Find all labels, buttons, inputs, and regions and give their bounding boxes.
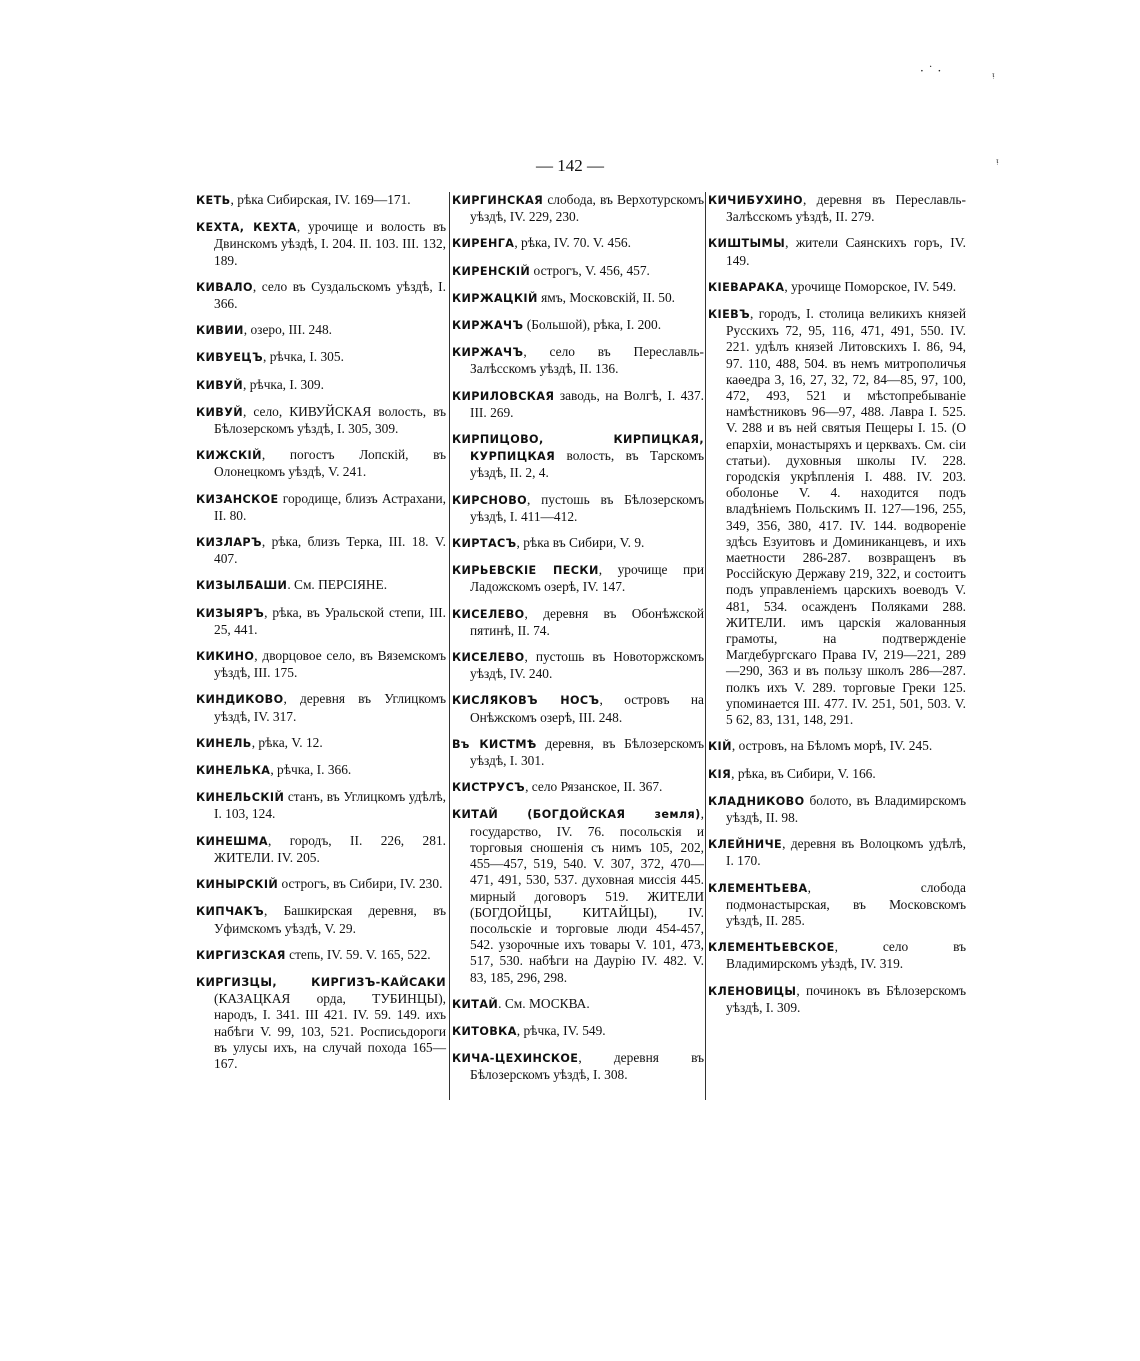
entry-text: , пустошь въ Бѣлозерскомъ уѣздѣ, I. 411—412. (470, 491, 704, 524)
entry-text: острогъ, въ Сибири, IV. 230. (278, 876, 443, 892)
entry-headword: КИСЛЯКОВЪ НОСЪ (452, 694, 600, 708)
entry-text: , рѣка, въ Уральской степи, III. 25, 441. (214, 604, 446, 637)
page-number: — 142 — (536, 156, 604, 175)
entry-headword: КИТАЙ (452, 997, 499, 1011)
index-entry (452, 492, 704, 525)
index-entry (196, 377, 446, 394)
index-entry (452, 606, 704, 639)
entry-headword: КЛЕМЕНТЬЕВСКОЕ (708, 941, 835, 955)
entry-text: , рѣка въ Сибири, V. 9. (516, 535, 645, 551)
entry-text: , островъ на Онѣжскомъ озерѣ, III. 248. (470, 692, 704, 725)
entry-text: . См. МОСКВА. (498, 995, 590, 1011)
entry-headword: КИЧА-ЦЕХИНСКОЕ (452, 1052, 579, 1066)
entry-headword: КІЯ (708, 767, 732, 781)
index-entry (708, 235, 966, 268)
entry-headword: КИЗЛАРЪ (196, 536, 262, 550)
entry-headword: КИСТРУСЪ (452, 781, 526, 795)
entry-headword: КИСЕЛЕВО (452, 607, 525, 621)
entry-headword: КЛЕНОВИЦЫ (708, 984, 797, 998)
index-entry (196, 648, 446, 681)
entry-text: (Большой), рѣка, I. 200. (523, 317, 662, 333)
index-entry (708, 279, 966, 296)
entry-headword: КИТАЙ (БОГДОЙСКАЯ земля) (452, 808, 701, 822)
entry-text: , деревня въ Переславль-Залѣсскомъ уѣздѣ, II. 279. (726, 192, 966, 225)
entry-headword: КИЗАНСКОЕ (196, 492, 279, 506)
index-entry (196, 192, 446, 209)
scan-speck: · ˙ · (920, 64, 942, 78)
index-entry (196, 762, 446, 779)
entry-headword: КИРСНОВО (452, 493, 528, 507)
index-entry (452, 344, 704, 377)
entry-headword: КИНЫРСКІЙ (196, 878, 279, 892)
index-entry (196, 947, 446, 964)
index-entry (452, 562, 704, 595)
index-entry (452, 290, 704, 307)
entry-text: , слобода подмонастырская, въ Московскомъ уѣздѣ, II. 285. (726, 879, 966, 928)
index-entry (452, 317, 704, 334)
entry-text: . См. ПЕРСІЯНЕ. (287, 577, 388, 593)
index-entry (196, 577, 446, 594)
entry-headword: КЛЕМЕНТЬЕВА (708, 881, 808, 895)
index-entry (196, 219, 446, 269)
index-entry (196, 491, 446, 524)
index-entry (452, 263, 704, 280)
entry-text: , жители Саянскихъ горъ, IV. 149. (726, 235, 966, 268)
index-entry (196, 349, 446, 366)
entry-headword: КИРЕНГА (452, 237, 515, 251)
entry-headword: КИЖСКІЙ (196, 449, 262, 463)
entry-text: , урочище и волость въ Двинскомъ уѣздѣ, I. 204. II. 103. III. 132, 189. (214, 219, 446, 268)
entry-text: , рѣчка, I. 309. (243, 376, 324, 392)
index-column-3 (708, 192, 966, 1026)
entry-headword: КИНЕШМА (196, 834, 268, 848)
index-entry (452, 692, 704, 725)
entry-headword: КИНДИКОВО (196, 693, 284, 707)
index-entry (452, 235, 704, 252)
entry-text: деревня, въ Бѣлозерскомъ уѣздѣ, I. 301. (470, 735, 704, 769)
index-entry (196, 279, 446, 312)
entry-text: , рѣка Сибирская, IV. 169—171. (230, 192, 411, 207)
index-entry (452, 779, 704, 796)
entry-text: , деревня въ Волоцкомъ удѣлѣ, I. 170. (726, 836, 966, 869)
index-entry (708, 738, 966, 755)
index-entry (452, 431, 704, 482)
entry-headword: КИЗЫЛБАШИ (196, 579, 288, 593)
entry-text: , село въ Переславль-Залѣсскомъ уѣздѣ, II. 136. (470, 344, 704, 377)
entry-text: , городъ, II. 226, 281. ЖИТЕЛИ. IV. 205. (214, 832, 446, 865)
entry-text: , починокъ въ Бѣлозерскомъ уѣздѣ, I. 309. (726, 982, 966, 1015)
entry-headword: КІЕВЪ (708, 308, 750, 322)
index-entry (708, 192, 966, 225)
entry-headword: КЛЕЙНИЧЕ (708, 838, 783, 852)
index-entry (196, 876, 446, 893)
index-entry (708, 766, 966, 783)
entry-headword: КИРТАСЪ (452, 537, 517, 551)
entry-text: , село въ Суздальскомъ уѣздѣ, I. 366. (214, 278, 446, 312)
entry-text: степь, IV. 59. V. 165, 522. (285, 946, 431, 962)
entry-text: , рѣка, V. 12. (251, 734, 323, 750)
entry-text: (КАЗАЦКАЯ орда, ТУБИНЦЫ), народъ, I. 341. III 421. IV. 59. 149. ихъ набѣги V. 99, 103, 521. Росписьдороги въ улусы ихъ, на случай похода 165—167. (214, 991, 446, 1071)
entry-headword: КИЧИБУХИНО (708, 194, 803, 207)
scan-speck: ᵎ (996, 156, 999, 170)
entry-headword: КИРЖАЦКІЙ (452, 291, 538, 305)
entry-text: , погостъ Лопскій, въ Олонецкомъ уѣздѣ, V. 241. (214, 447, 446, 480)
index-column-1 (196, 192, 446, 1082)
index-entry (708, 880, 966, 930)
entry-headword: КИНЕЛЬ (196, 736, 252, 750)
entry-text: , село Рязанское, II. 367. (525, 779, 663, 795)
index-entry (196, 833, 446, 866)
entry-text: , рѣчка, I. 305. (263, 349, 344, 365)
index-entry (708, 836, 966, 869)
entry-text: заводь, на Волгѣ, I. 437. III. 269. (470, 387, 704, 420)
index-entry (708, 939, 966, 972)
index-entry (452, 806, 704, 985)
index-entry (708, 983, 966, 1016)
entry-headword: КІЕВАРАКА (708, 280, 785, 294)
entry-headword: КИВИИ (196, 324, 244, 338)
column-rule-right (705, 192, 706, 1100)
entry-headword: КИРПИЦОВО, КИРПИЦКАЯ, КУРПИЦКАЯ (452, 433, 704, 464)
entry-text: , озеро, III. 248. (243, 322, 332, 338)
entry-text: , государство, IV. 76. посольскія и торговыя сношенія съ нимъ 105, 202, 455—457, 519, 540. V. 307, 372, 470—471, 491, 530, 537. духовная миссія 445. мирный договоръ 519. ЖИТЕЛИ (БОГДОЙЦЫ, КИТАЙЦЫ), IV. посольскіе и торговые люди 454-457, 542. узорочные ихъ товары V. 101, 473, 517, 530. набѣги на Даурію IV. 482. V. 83, 185, 296, 298. (470, 806, 704, 985)
entry-headword: КИТОВКА (452, 1024, 517, 1038)
index-entry (196, 974, 446, 1072)
entry-text: , урочище при Ладожскомъ озерѣ, IV. 147. (470, 562, 704, 595)
entry-text: , рѣчка, I. 366. (270, 762, 352, 778)
index-entry (196, 789, 446, 822)
index-entry (196, 534, 446, 567)
entry-headword: КІЙ (708, 740, 732, 754)
entry-text: ямъ, Московскій, II. 50. (537, 289, 676, 305)
entry-text: , деревня въ Обонѣжской пятинѣ, II. 74. (470, 605, 704, 638)
entry-headword: КИРЕНСКІЙ (452, 264, 531, 278)
index-entry (196, 404, 446, 437)
index-entry (452, 192, 704, 225)
entry-headword: КИРЖАЧЪ (452, 319, 524, 333)
index-entry (196, 903, 446, 936)
entry-text: , пустошь въ Новоторжскомъ уѣздѣ, IV. 240. (470, 649, 704, 682)
index-entry (196, 447, 446, 480)
entry-text: волость, въ Тарскомъ уѣздѣ, II. 2, 4. (470, 448, 704, 481)
entry-text: , городъ, I. столица великихъ князей Русскихъ 72, 95, 116, 471, 491, 550. IV. 221. удѣлъ князей Литовскихъ I. 86, 94, 97. 110, 488, 504. въ немъ митрополичья каѳедра 3, 16, 27, 32, 72, 84—85, 97, 100, 472, 493, 521 и мѣстопребываніе намѣстниковъ 96—97, 488. Лавра I. 525. V. 288 и въ ней святыя Пещеры I. 15. (О епархіи, монастыряхъ и церквахъ. См. сіи статьи). духовныя школы IV. 228. городскія укрѣпленія I. 488. IV. 203. оболонье V. 4. находится подъ владѣніемъ Польскимъ II. 127—196, 255, 349, 356, 380, 417. IV. 144. водвореніе здѣсь Езуитовъ и Доминиканцевъ, и ихъ маетности 286-287. возвращенъ въ Россійскую Державу 219, 322, и состоитъ подъ управленіемъ царскихъ воеводъ V. 481, 534. осажденъ Поляками 288. ЖИТЕЛИ. имъ царскія жалованныя грамоты, на подтвержденіе Магдебургскаго Права IV, 219—221, 289—290, 363 и въ пользу школъ 286—287. полкъ ихъ V. 289. торговые Греки 125. упоминается III. 477. IV. 251, 501, 503. V. 5 62, 83, 131, 148, 291. (726, 306, 966, 728)
index-entry (452, 736, 704, 769)
entry-text: острогъ, V. 456, 457. (530, 262, 650, 278)
index-entry (196, 735, 446, 752)
index-column-2 (452, 192, 704, 1094)
index-entry (452, 649, 704, 682)
index-entry (196, 691, 446, 724)
entry-text: слобода, въ Верхотурскомъ уѣздѣ, IV. 229, 230. (470, 192, 704, 225)
entry-text: , село, КИВУЙСКАЯ волость, въ Бѣлозерскомъ уѣздѣ, I. 305, 309. (214, 403, 446, 437)
entry-text: , рѣка, близъ Терка, III. 18. V. 407. (214, 534, 446, 567)
entry-headword: КИРГИЗЦЫ, КИРГИЗЪ-КАЙСАКИ (196, 975, 446, 989)
entry-text: , дворцовое село, въ Вяземскомъ уѣздѣ, III. 175. (214, 648, 446, 681)
entry-headword: КЕТЬ (196, 194, 231, 207)
entry-text: болото, въ Владимирскомъ уѣздѣ, II. 98. (726, 792, 966, 825)
entry-headword: КЕХТА, КЕХТА (196, 221, 297, 235)
index-entry (452, 388, 704, 421)
entry-headword: КИШТЫМЫ (708, 237, 786, 251)
index-entry (196, 605, 446, 638)
scan-speck: ᵎ (992, 70, 995, 84)
entry-text: , деревня въ Углицкомъ уѣздѣ, IV. 317. (214, 691, 446, 724)
index-entry (708, 793, 966, 826)
entry-text: , село въ Владимирскомъ уѣздѣ, IV. 319. (726, 939, 966, 972)
entry-headword: КИСЕЛЕВО (452, 651, 525, 665)
entry-headword: Въ КИСТМѢ (452, 737, 537, 751)
entry-headword: КИРЬЕВСКІЕ ПЕСКИ (452, 564, 599, 578)
entry-text: городище, близъ Астрахани, II. 80. (214, 490, 446, 523)
entry-headword: КЛАДНИКОВО (708, 794, 805, 808)
index-entry (452, 996, 704, 1013)
index-entry (452, 1050, 704, 1083)
entry-headword: КИРГИЗСКАЯ (196, 948, 286, 962)
index-entry (452, 1023, 704, 1040)
entry-headword: КИРЖАЧЪ (452, 346, 524, 360)
entry-headword: КИЗЫЯРЪ (196, 606, 265, 620)
entry-text: , урочище Поморское, IV. 549. (784, 278, 957, 294)
column-rule-left (449, 192, 450, 1100)
entry-headword: КИВУЙ (196, 378, 244, 392)
entry-headword: КИРГИНСКАЯ (452, 194, 544, 207)
entry-headword: КИНЕЛЬСКІЙ (196, 791, 285, 805)
index-entry (452, 535, 704, 552)
index-entry (196, 322, 446, 339)
index-entry (708, 306, 966, 728)
entry-headword: КИВАЛО (196, 280, 253, 294)
entry-headword: КИНЕЛЬКА (196, 764, 271, 778)
entry-headword: КИВУЕЦЪ (196, 351, 263, 365)
entry-text: , рѣка, IV. 70. V. 456. (514, 235, 631, 251)
entry-text: , островъ, на Бѣломъ морѣ, IV. 245. (731, 738, 933, 754)
entry-text: , рѣка, въ Сибири, V. 166. (731, 765, 876, 781)
entry-headword: КИРИЛОВСКАЯ (452, 389, 555, 403)
entry-text: , рѣчка, IV. 549. (516, 1022, 606, 1038)
entry-text: , Башкирская деревня, въ Уфимскомъ уѣздѣ, V. 29. (214, 903, 446, 936)
entry-text: станъ, въ Углицкомъ удѣлѣ, I. 103, 124. (214, 789, 446, 822)
entry-headword: КИВУЙ (196, 405, 244, 419)
entry-headword: КИКИНО (196, 650, 255, 664)
entry-headword: КИПЧАКЪ (196, 905, 265, 919)
entry-text: , деревня въ Бѣлозерскомъ уѣздѣ, I. 308. (470, 1050, 704, 1083)
